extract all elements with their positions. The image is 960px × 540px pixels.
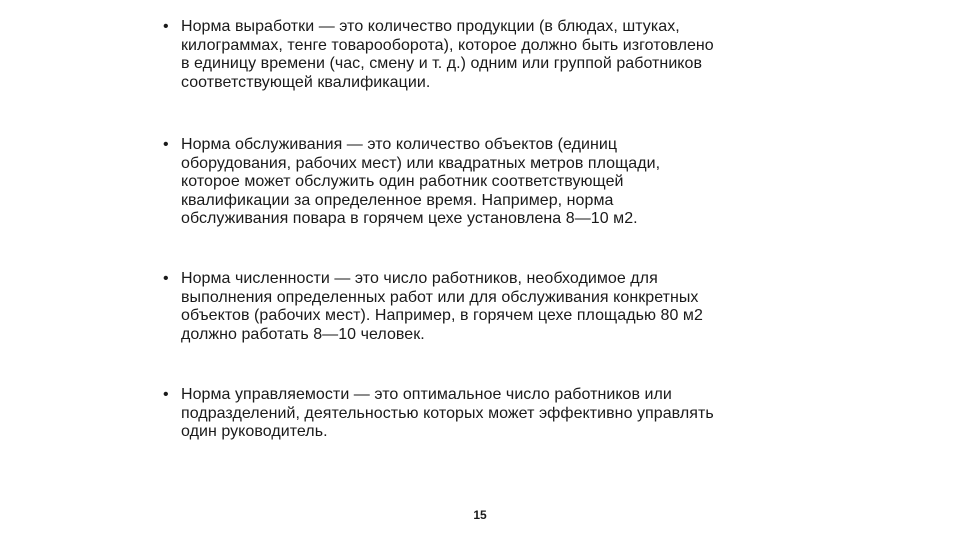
text-line: килограммах, тенге товарооборота), которое должно быть изготовлено — [181, 36, 714, 54]
text-line: в единицу времени (час, смену и т. д.) одним или группой работников — [181, 55, 703, 72]
first-line — [181, 18, 803, 37]
page-number: 15 — [473, 508, 487, 522]
text-line: один руководитель. — [181, 423, 328, 440]
bullet-icon: • — [163, 136, 169, 153]
text-line: выполнения определенных работ или для обслуживания конкретных — [181, 288, 699, 306]
bullet-icon: • — [163, 386, 169, 403]
first-line — [181, 386, 803, 405]
bullet-item-norma-obsluzhivaniya — [163, 136, 803, 229]
term: Норма управляемости — [181, 386, 350, 403]
bullet-text — [181, 18, 803, 92]
definition-start: — это количество продукции (в блюдах, штуках, — [314, 18, 680, 35]
bullet-text — [181, 386, 803, 442]
term: Норма выработки — [181, 18, 315, 35]
bullet-text — [181, 136, 803, 229]
term: Норма численности — [181, 270, 330, 287]
text-line: подразделений, деятельностью которых может эффективно управлять — [181, 404, 714, 422]
bullet-item-norma-chislennosti — [163, 270, 803, 344]
bullet-item-norma-vyrabotki — [163, 18, 803, 92]
text-line: должно работать 8—10 человек. — [181, 325, 425, 343]
bullet-text — [181, 270, 803, 344]
first-line — [181, 136, 803, 155]
text-line: оборудования, рабочих мест) или квадратных метров площади, — [181, 154, 661, 172]
text-line: квалификации за определенное время. Например, норма — [181, 191, 614, 209]
text-line: которое может обслужить один работник соответствующей — [181, 173, 624, 190]
definition-start: — это количество объектов (единиц — [342, 136, 618, 153]
term: Норма обслуживания — [181, 136, 343, 153]
first-line — [181, 270, 803, 289]
bullet-icon: • — [163, 18, 169, 35]
bullet-item-norma-upravlyaemosti — [163, 386, 803, 442]
bullet-icon: • — [163, 270, 169, 287]
text-line: соответствующей квалификации. — [181, 73, 431, 91]
definition-start: — это оптимальное число работников или — [349, 386, 672, 403]
text-line: обслуживания повара в горячем цехе установлена 8—10 м2. — [181, 210, 638, 227]
text-line: объектов (рабочих мест). Например, в горячем цехе площадью 80 м2 — [181, 307, 703, 324]
definition-start: — это число работников, необходимое для — [329, 270, 658, 287]
